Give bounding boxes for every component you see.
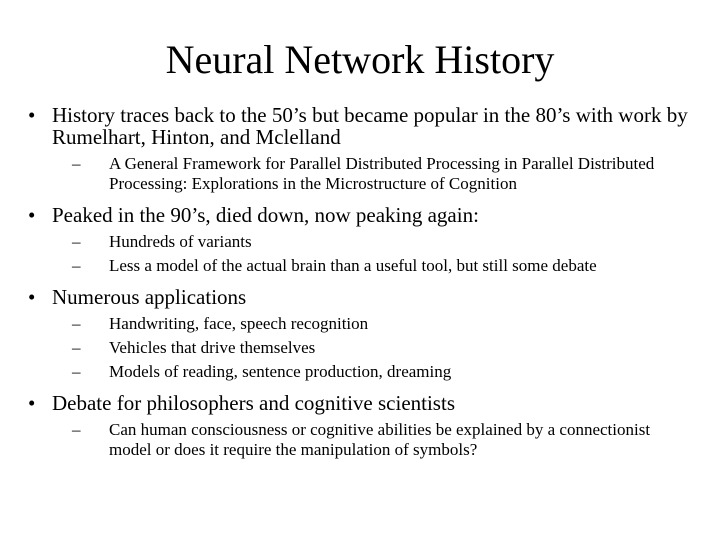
sub-bullet-marker: –	[72, 154, 81, 173]
sub-bullet-text: A General Framework for Parallel Distributed Processing in Parallel Distributed Processing: Explorations in the Microstructure of Cognition	[109, 154, 655, 193]
bullet-item	[28, 286, 688, 382]
sub-bullet-item	[52, 420, 688, 460]
sub-bullet-item	[52, 314, 688, 334]
bullet-text: Peaked in the 90’s, died down, now peaking again:	[52, 203, 479, 227]
sub-bullet-text: Hundreds of variants	[109, 232, 252, 251]
sub-bullet-list	[52, 154, 688, 194]
bullet-item	[28, 204, 688, 276]
sub-bullet-text: Less a model of the actual brain than a useful tool, but still some debate	[109, 256, 597, 275]
sub-bullet-marker: –	[72, 362, 81, 381]
sub-bullet-item	[52, 232, 688, 252]
sub-bullet-marker: –	[72, 232, 81, 251]
sub-bullet-marker: –	[72, 420, 81, 439]
bullet-marker: •	[28, 391, 36, 415]
sub-bullet-text: Vehicles that drive themselves	[109, 338, 316, 357]
bullet-list	[28, 104, 688, 470]
sub-bullet-list	[52, 420, 688, 460]
bullet-marker: •	[28, 285, 36, 309]
sub-bullet-text: Can human consciousness or cognitive abilities be explained by a connectionist model or does it require the manipulation of symbols?	[109, 420, 651, 459]
sub-bullet-text: Handwriting, face, speech recognition	[109, 314, 369, 333]
bullet-text: Debate for philosophers and cognitive scientists	[52, 391, 455, 415]
sub-bullet-item	[52, 362, 688, 382]
sub-bullet-marker: –	[72, 338, 81, 357]
slide-title: Neural Network History	[165, 37, 555, 82]
bullet-text: Numerous applications	[52, 285, 247, 309]
bullet-marker: •	[28, 103, 36, 127]
sub-bullet-list	[52, 314, 688, 382]
sub-bullet-list	[52, 232, 688, 276]
bullet-text: History traces back to the 50’s but became popular in the 80’s with work by Rumelhart, Hinton, and Mclelland	[52, 103, 688, 149]
sub-bullet-item	[52, 154, 688, 194]
sub-bullet-marker: –	[72, 314, 81, 333]
bullet-item	[28, 104, 688, 194]
bullet-item	[28, 392, 688, 460]
sub-bullet-marker: –	[72, 256, 81, 275]
bullet-marker: •	[28, 203, 36, 227]
sub-bullet-text: Models of reading, sentence production, dreaming	[109, 362, 452, 381]
sub-bullet-item	[52, 256, 688, 276]
sub-bullet-item	[52, 338, 688, 358]
